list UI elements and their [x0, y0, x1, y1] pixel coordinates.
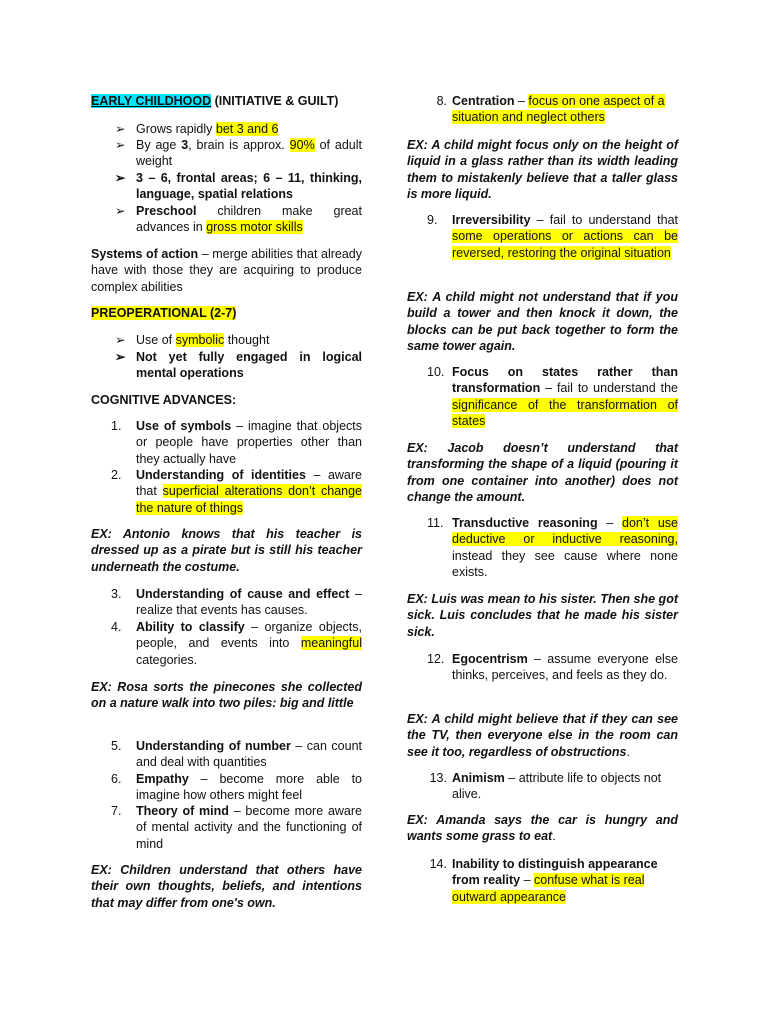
bullet-arrow-icon: ➢ [115, 333, 126, 347]
bullet-item: ➢ 3 – 6, frontal areas; 6 – 11, thinking, language, spatial relations [115, 171, 362, 202]
list-item: 4. Ability to classify – organize objects, people, and events into meaningful categories. [111, 620, 363, 667]
example-text: EX: Antonio knows that his teacher is dressed up as a pirate but is still his teacher underneath the costume. [91, 527, 362, 574]
list-item: 10. Focus on states rather than transformation – fail to understand the significance of the transformation of states [427, 365, 678, 429]
example-text: EX: A child might not understand that if you build a tower and then knock it down, the blocks can be put back together to form the same tower again. [407, 290, 678, 354]
example-text: EX: A child might believe that if they can see the TV, then everyone else in the room can see it too, regardless of obstructions. [407, 712, 678, 759]
list-item: 12. Egocentrism – assume everyone else thinks, perceives, and feels as they do. [427, 652, 678, 683]
list-item: 8. Centration – focus on one aspect of a situation and neglect others [436, 94, 665, 125]
bullet-arrow-icon: ➢ [115, 122, 126, 136]
list-item: 2. Understanding of identities – aware that superficial alterations don’t change the nature of things [111, 468, 362, 515]
list-item: 7. Theory of mind – become more aware of mental activity and the functioning of mind [111, 804, 362, 851]
list-item: 6. Empathy – become more able to imagine how others might feel [111, 772, 362, 803]
example-text: EX: A child might focus only on the height of liquid in a glass rather than its width leading them to mistakenly believe that a taller glass is more liquid. [407, 138, 678, 202]
list-item: 1. Use of symbols – imagine that objects or people have properties other than they actually have [111, 419, 362, 466]
list-item: 13. Animism – attribute life to objects not alive. [429, 771, 662, 802]
systems-of-action-paragraph: Systems of action – merge abilities that already have with those they are acquiring to produce complex abilities [91, 247, 362, 294]
example-text: EX: Luis was mean to his sister. Then she got sick. Luis concludes that he made his sister sick. [407, 592, 678, 639]
preoperational-heading: PREOPERATIONAL (2-7) [91, 306, 237, 320]
bullet-item: ➢ Preschool children make great advances in gross motor skills [115, 204, 362, 235]
example-text: EX: Rosa sorts the pinecones she collected on a nature walk into two piles: big and little [91, 680, 362, 711]
example-text: EX: Amanda says the car is hungry and wants some grass to eat. [407, 813, 678, 844]
bullet-arrow-icon: ➢ [115, 350, 126, 364]
list-item: 14. Inability to distinguish appearance from reality – confuse what is real outward appearance [429, 857, 658, 904]
bullet-item: ➢ Not yet fully engaged in logical mental operations [115, 350, 362, 381]
bullet-arrow-icon: ➢ [115, 138, 126, 152]
list-item: 9. Irreversibility – fail to understand that some operations or actions can be reversed, restoring the original situation [427, 213, 678, 260]
bullet-item: ➢ By age 3, brain is approx. 90% of adult weight [115, 138, 362, 169]
list-item: 11. Transductive reasoning – don’t use deductive or inductive reasoning, instead they see cause where none exists. [427, 516, 678, 580]
bullet-arrow-icon: ➢ [115, 171, 126, 185]
bullet-item: ➢ Grows rapidly bet 3 and 6 [115, 122, 279, 136]
cognitive-advances-heading: COGNITIVE ADVANCES: [91, 393, 237, 407]
list-item: 3. Understanding of cause and effect – realize that events has causes. [111, 587, 362, 618]
example-text: EX: Children understand that others have their own thoughts, beliefs, and intentions that may differ from one's own. [91, 863, 362, 910]
early-childhood-heading: EARLY CHILDHOOD (INITIATIVE & GUILT) [91, 94, 339, 108]
bullet-item: ➢ Use of symbolic thought [115, 333, 270, 347]
example-text: EX: Jacob doesn’t understand that transforming the shape of a liquid (pouring it from one container into another) does not change the amount. [407, 441, 678, 505]
list-item: 5. Understanding of number – can count and deal with quantities [111, 739, 362, 770]
bullet-arrow-icon: ➢ [115, 204, 126, 218]
